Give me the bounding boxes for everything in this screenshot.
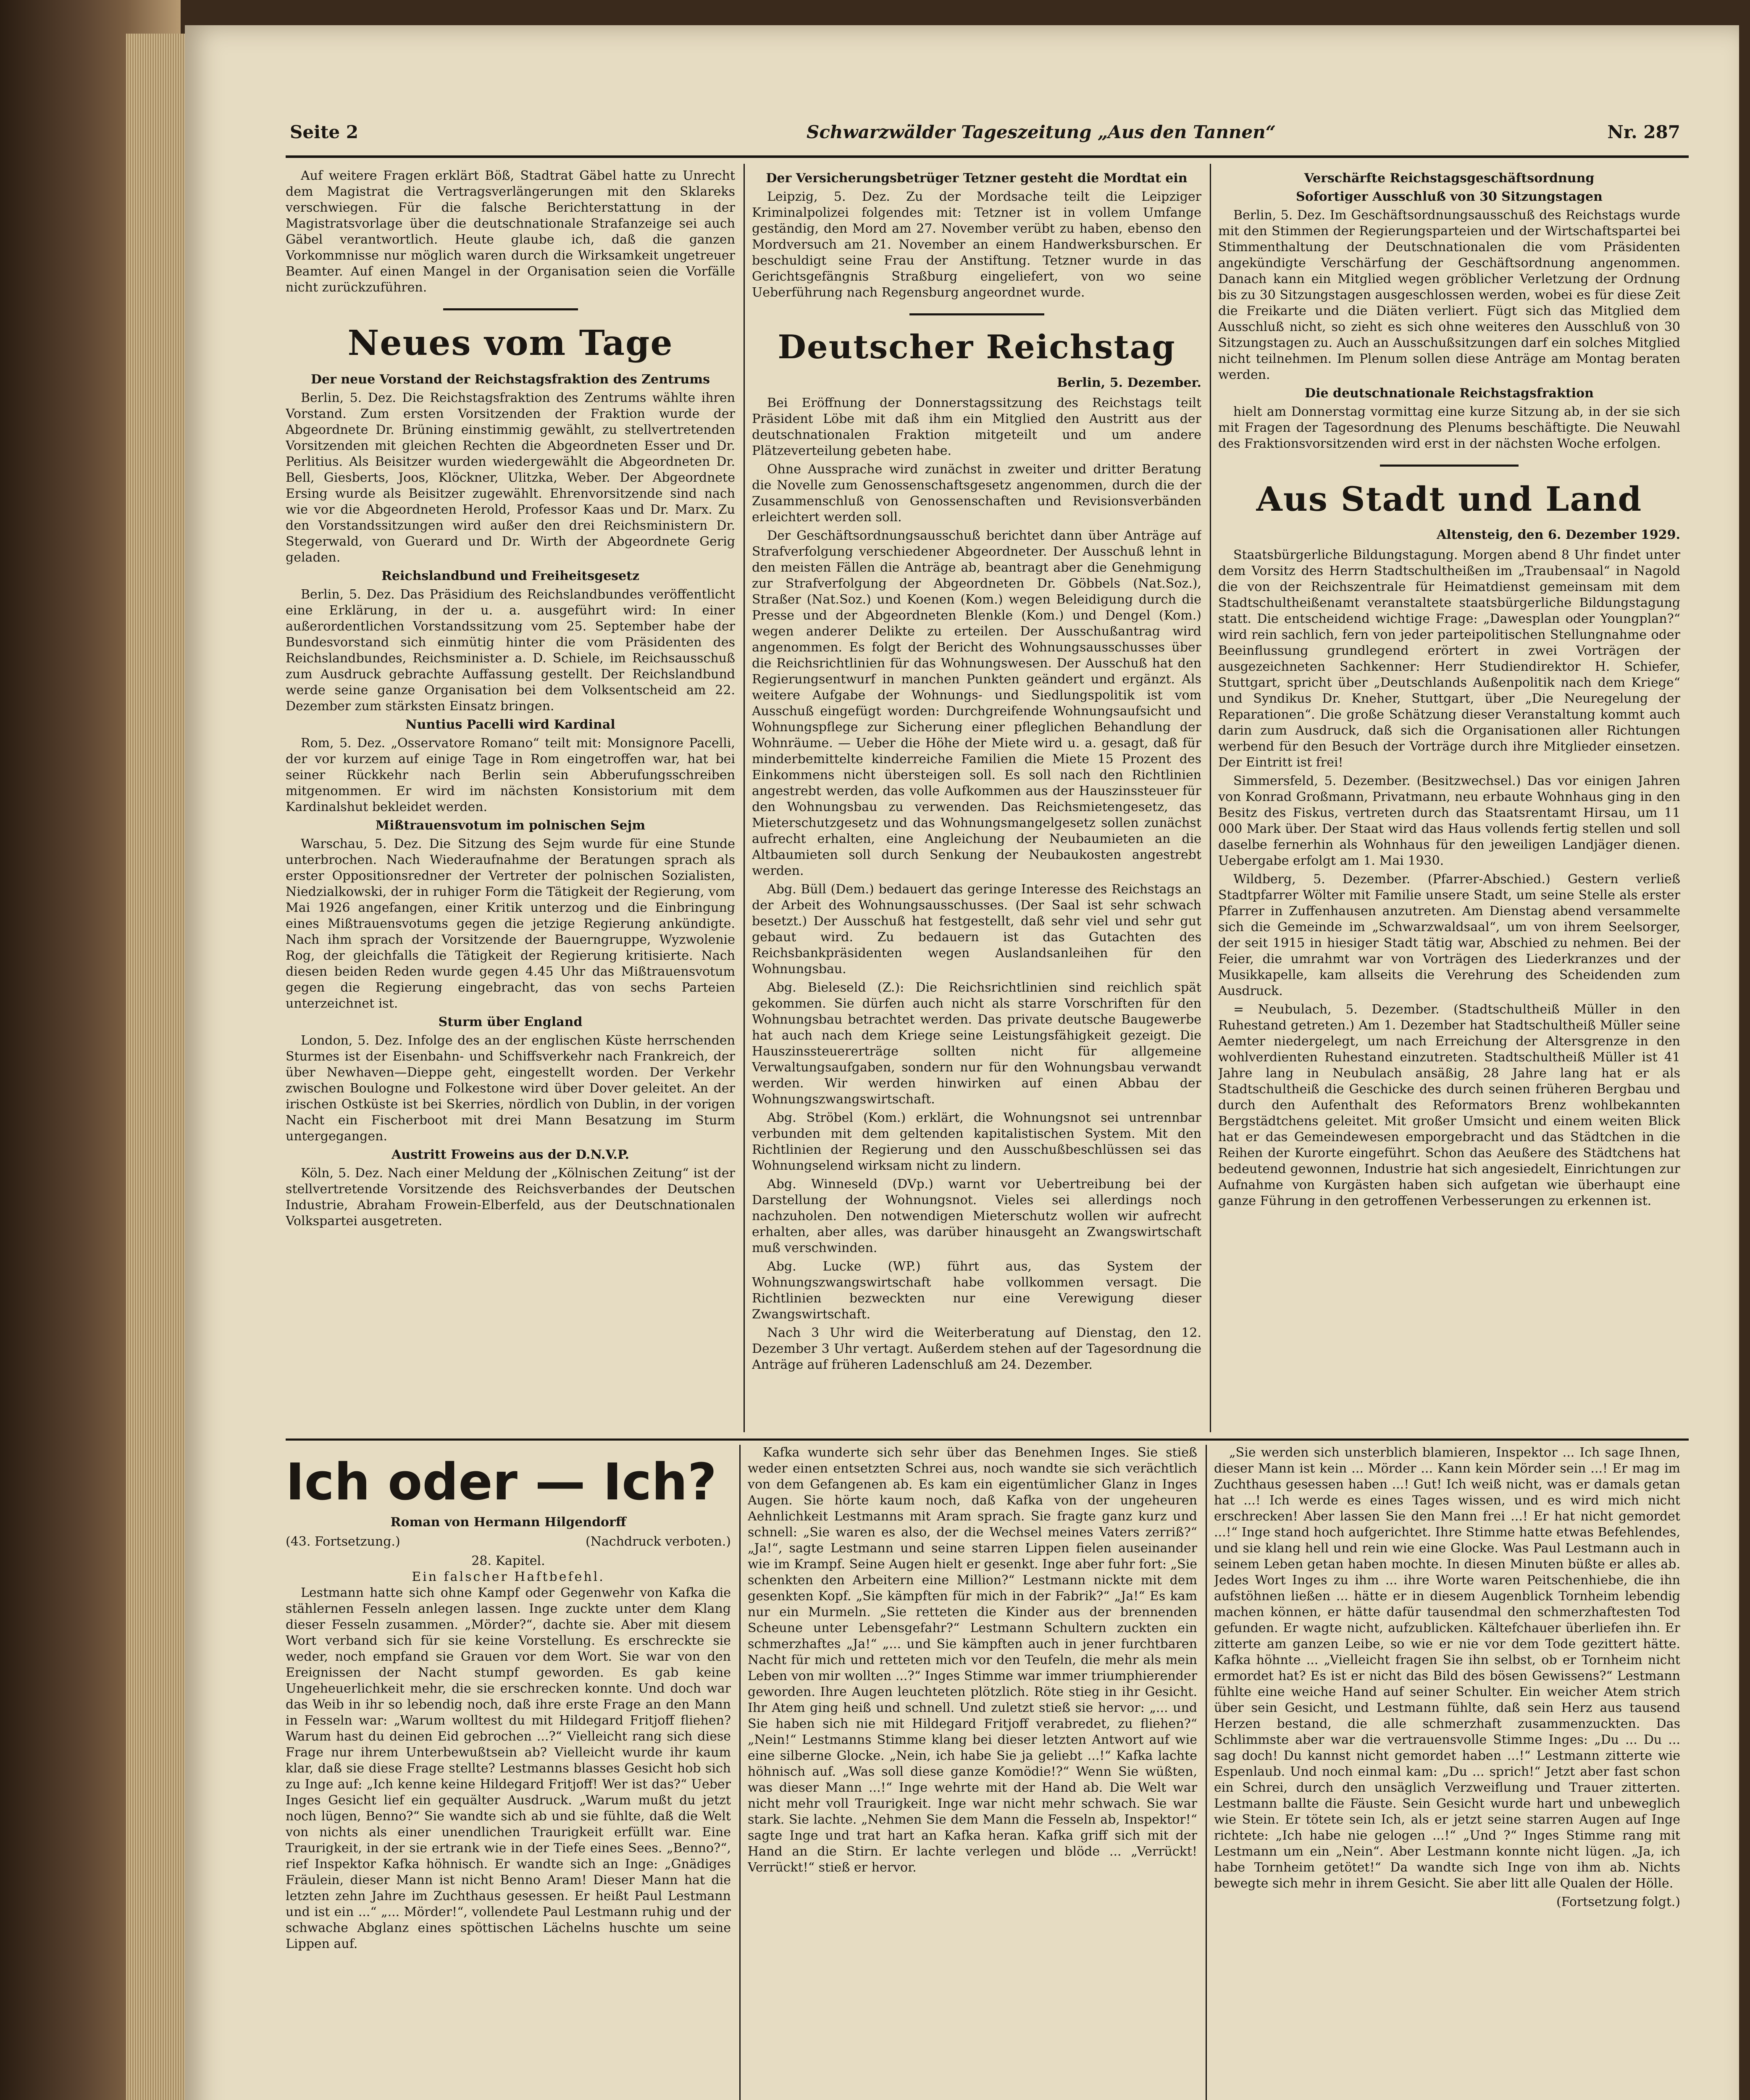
novel-text: Kafka wunderte sich sehr über das Benehmen Inges. Sie stieß weder einen entsetzten Schrei aus, noch wandte sie sich verächtlich von dem Gefangenen ab. Es kam ein eigentümlicher Glanz in Inges Augen. Sie hörte kaum noch, daß Kafka von der ungeheuren Aehnlichkeit Lestmanns mit Aram sprach. Sie fragte ganz kurz und schnell: „Sie waren es also, der die Wechsel meines Vaters zerriß?“ „Ja!“, sagte Lestmann und seine starren Lippen fielen auseinander wie im Krampf. Seine Augen hielt er gesenkt. Inge aber fuhr fort: „Sie schenkten den Arbeitern eine Million?“ Lestmann nickte mit dem gesenkten Kopf. „Sie kämpften für mich in der Fabrik?“ „Ja!“ Es kam nur ein Murmeln. „Sie retteten die Kinder aus der brennenden Scheune unter Lebensgefahr?“ Lestmann Schultern zuckten ein schmerzhaftes „Ja!“ „... und Sie kämpften auch in jener furchtbaren Nacht für mich und retteten mich vor den Teufeln, die mehr als mein Leben von mir wollten ...?“ Inges Stimme war immer triumphierender geworden. Ihre Augen leuchteten plötzlich. Röte stieg in ihr Gesicht. Ihr Atem ging heiß und schnell. Und zuletzt stieß sie hervor: „... und Sie haben sich nie mit Hildegard Fritjoff verabredet, zu fliehen?“ „Nein!“ Lestmanns Stimme klang bei dieser letzten Antwort auf wie eine silberne Glocke. „Nein, ich habe Sie ja geliebt ...!“ Kafka lachte höhnisch auf. „Was soll diese ganze Komödie!?“ Wenn Sie wüßten, was dieser Mann ...!“ Inge wehrte mit der Hand ab. Die Welt war nicht mehr voll Traurigkeit. Inge war nicht mehr schwach. Sie war stark. Sie lachte. „Nehmen Sie dem Mann die Fesseln ab, Inspektor!“ sagte Inge und trat hart an Kafka heran. Kafka griff sich mit der Hand an die Stirn. Er lachte verlegen und blöde ... „Verrückt! Verrückt!“ stieß er hervor. bbox=[748, 1445, 1197, 1875]
installment: (43. Fortsetzung.) bbox=[286, 1534, 400, 1549]
novel-column bbox=[286, 1445, 731, 2100]
header-rule bbox=[286, 155, 1689, 158]
separator bbox=[1380, 465, 1519, 467]
article-title: Reichslandbund und Freiheitsgesetz bbox=[381, 569, 640, 583]
article-text: Staatsbürgerliche Bildungstagung. Morgen abend 8 Uhr findet unter dem Vorsitz des Herrn Stadtschultheißen im „Traubensaal“ in Nagold die von der Reichszentrale für Heimatdienst gemeinsam mit dem Stadtschultheißenamt veranstaltete staatsbürgerliche Bildungstagung statt. Die entscheidend wichtige Frage: „Dawesplan oder Youngplan?“ wird rein sachlich, fern von jeder parteipolitischen Stellungnahme oder Beeinflussung grundlegend erörtert in zwei Vorträgen der ausgezeichneten Sachkenner: Herr Studiendirektor H. Schiefer, Stuttgart, spricht über „Deutschlands Außenpolitik nach dem Kriege“ und Syndikus Dr. Kneher, Stuttgart, über „Die Neuregelung der Reparationen“. Die große Schätzung dieser Veranstaltung kommt auch darin zum Ausdruck, daß sich die Organisationen aller Richtungen werbend für den Besuch der Vorträge durch ihre Mitglieder einsetzen. Der Eintritt ist frei! bbox=[1218, 548, 1680, 770]
novel-text: „Sie werden sich unsterblich blamieren, Inspektor ... Ich sage Ihnen, dieser Mann ist kein ... Mörder ... Kann kein Mörder sein ...! Er mag im Zuchthaus gesessen haben ...! Gut! Ich weiß nicht, was er damals getan hat ...! Ich werde es eines Tages wissen, und es wird mich nicht erschrecken! Aber lassen Sie den Mann frei ...! Er hat nicht gemordet ...!“ Inge stand hoch aufgerichtet. Ihre Stimme hatte etwas Befehlendes, und sie klang hell und rein wie eine Glocke. Was Paul Lestmann auch in seinem Leben getan haben mochte. In diesen Minuten büßte er alles ab. Jedes Wort Inges zu ihm ... ihre Worte waren Peitschenhiebe, die ihn aufstöhnen ließen ... hätte er in diesem Augenblick Tornheim lebendig machen können, er hätte dafür tausendmal den schmerzhaftesten Tod gefunden. Er wagte nicht, aufzublicken. Kältefchauer überliefen ihn. Er zitterte am ganzen Leibe, so wie er nie vor dem Tode gezittert hätte. Kafka höhnte ... „Vielleicht fragen Sie ihn selbst, ob er Tornheim nicht ermordet hat? Es ist er nicht das Bild des bösen Gewissens?“ Lestmann fühlte eine weiche Hand auf seiner Schulter. Ein weicher Atem strich über sein Gesicht, und Lestmann fühlte, daß sein Herz aus tausend Herzen bestand, die alle schmerzhaft zusammenzuckten. Das Schlimmste aber war die vertrauensvolle Stimme Inges: „Du ... Du ... sag doch! Du kannst nicht gemordet haben ...!“ Lestmann zitterte wie Espenlaub. Und noch einmal kam: „Du ... sprich!“ Jetzt aber fast schon ein Schrei, durch den unsäglich Verzweiflung und Trauer zitterten. Lestmann ballte die Fäuste. Sein Gesicht wurde hart und unbeweglich wie Stein. Er tötete sein Ich, als er jetzt seine starren Augen auf Inge richtete: „Ich habe nie gelogen ...!“ „Und ?“ Inges Stimme rang mit Lestmann um ein „Nein“. Aber Lestmann konnte nicht lügen. „Ja, ich habe Tornheim getötet!“ Da wandte sich Inge von ihm ab. Nichts bewegte sich mehr in ihrem Gesicht. Sie aber litt alle Qualen der Hölle. bbox=[1214, 1445, 1680, 1891]
column-divider bbox=[744, 164, 745, 1432]
novel-column bbox=[748, 1445, 1197, 2100]
article-text: Leipzig, 5. Dez. Zu der Mordsache teilt die Leipziger Kriminalpolizei folgendes mit: Tetzner ist in vollem Umfange geständig, den Mord am 27. November verübt zu haben, ebenso den Mordversuch am 21. November an einem Handwerksburschen. Er beschuldigt seine Frau der Anstiftung. Tetzner wurde in das Gerichtsgefängnis Straßburg eingeliefert, von wo seine Ueberführung nach Regensburg angeordnet wurde. bbox=[752, 189, 1201, 300]
issue-number: Nr. 287 bbox=[1607, 122, 1680, 142]
dateline: Altensteig, den 6. Dezember 1929. bbox=[1437, 528, 1680, 542]
column-divider bbox=[739, 1445, 741, 2100]
novel-author: Roman von Hermann Hilgendorff bbox=[390, 1515, 626, 1530]
article-text: Abg. Ströbel (Kom.) erklärt, die Wohnungsnot sei untrennbar verbunden mit dem geltenden kapitalistischen System. Mit den Richtlinien der Regierung und den Ausschußbeschlüssen sei das Wohnungselend wirksam nicht zu lindern. bbox=[752, 1110, 1201, 1173]
novel-title: Ich oder — Ich? bbox=[286, 1453, 717, 1512]
article-text: Abg. Lucke (WP.) führt aus, das System der Wohnungszwangswirtschaft habe vollkommen versagt. Die Richtlinien bezweckten nur eine Verewigung dieser Zwangswirtschaft. bbox=[752, 1259, 1201, 1322]
newspaper-page bbox=[185, 25, 1739, 2100]
section-heading: Neues vom Tage bbox=[347, 323, 673, 363]
continued-note: (Fortsetzung folgt.) bbox=[1556, 1895, 1680, 1909]
article-text: Abg. Winneseld (DVp.) warnt vor Uebertreibung bei der Darstellung der Wohnungsnot. Vieles sei allerdings noch nachzuholen. Den notwendigen Mieterschutz wollen wir aufrecht erhalten, aber alles, was darüber hinausgeht an Zwangswirtschaft muß verschwinden. bbox=[752, 1177, 1201, 1255]
article-lead: Auf weitere Fragen erklärt Böß, Stadtrat Gäbel hatte zu Unrecht dem Magistrat die Vertragsverlängerungen mit den Sklareks verschwiegen. Für die falsche Berichterstattung in der Magistratsvorlage über die deutschnationale Strafanzeige sei auch Gäbel verantwortlich. Heute glaube ich, daß die ganzen Vorkommnisse nur möglich waren durch die Wirksamkeit ungetreuer Beamter. Auf einen Mangel in der Organisation seien die Vorfälle nicht zurückzuführen. bbox=[286, 168, 735, 295]
column-news bbox=[286, 168, 735, 1432]
section-heading: Aus Stadt und Land bbox=[1256, 479, 1642, 519]
article-subtitle: Sofortiger Ausschluß von 30 Sitzungstagen bbox=[1296, 189, 1603, 204]
page-number: Seite 2 bbox=[290, 122, 358, 142]
section-heading: Deutscher Reichstag bbox=[778, 328, 1176, 366]
feuilleton-rule bbox=[286, 1438, 1689, 1441]
article-text: Simmersfeld, 5. Dezember. (Besitzwechsel.) Das vor einigen Jahren von Konrad Großmann, Privatmann, neu erbaute Wohnhaus ging in den Besitz des Fiskus, vertreten durch das Staatsrentamt Hirsau, um 11 000 Mark über. Der Staat wird das Haus vollends fertig stellen und soll daselbe fernerhin als Wohnhaus für den jeweiligen Landjäger dienen. Uebergabe erfolgt am 1. Mai 1930. bbox=[1218, 774, 1680, 868]
article-title: Der neue Vorstand der Reichstagsfraktion des Zentrums bbox=[311, 372, 710, 387]
article-text: = Neubulach, 5. Dezember. (Stadtschultheiß Müller in den Ruhestand getreten.) Am 1. Dezember hat Stadtschultheiß Müller seine Aemter niedergelegt, um nach Erreichung der Altersgrenze in den wohlverdienten Ruhestand einzutreten. Stadtschultheiß Müller ist 41 Jahre lang in Neubulach ansäßig, 28 Jahre lang hat er als Stadtschultheiß die Geschicke des durch seinen früheren Bergbau und durch den Aufenthalt des Reformators Brenz wohlbekannten Bergstädtchens geleitet. Mit großer Umsicht und einem weiten Blick hat er das Gemeindewesen emporgebracht und das Städtchen in die Reihen der Kurorte eingeführt. Schon das Aeußere des Städtchens hat bedeutend gewonnen, Industrie hat sich angesiedelt, Einrichtungen zur Aufnahme von Kurgästen haben sich aufgetan wie überhaupt eine ganze Führung in den getroffenen Verbesserungen zu erkennen ist. bbox=[1218, 1002, 1680, 1208]
article-text: Bei Eröffnung der Donnerstagssitzung des Reichstags teilt Präsident Löbe mit daß ihm ein Mitglied den Austritt aus der deutschnationalen Fraktion mitgeteilt und um andere Plätzeverteilung gebeten habe. bbox=[752, 396, 1201, 458]
article-text: Rom, 5. Dez. „Osservatore Romano“ teilt mit: Monsignore Pacelli, der vor kurzem auf einige Tage in Rom eingetroffen war, hat bei seiner Rückkehr nach Berlin sein Abberufungsschreiben mitgenommen. Er wird im nächsten Konsistorium mit dem Kardinalshut bekleidet werden. bbox=[286, 736, 735, 814]
page-edges bbox=[126, 34, 189, 2100]
article-title: Die deutschnationale Reichstagsfraktion bbox=[1305, 386, 1594, 401]
article-title: Mißtrauensvotum im polnischen Sejm bbox=[375, 818, 646, 833]
article-text: Berlin, 5. Dez. Die Reichstagsfraktion des Zentrums wählte ihren Vorstand. Zum ersten Vorsitzenden der Fraktion wurde der Abgeordnete Dr. Brüning einstimmig gewählt, zu stellvertretenden Vorsitzenden mit gleichen Rechten die Abgeordneten Esser und Dr. Perlitius. Als Beisitzer wurden wiedergewählt die Abgeordneten Dr. Bell, Giesberts, Joos, Klöckner, Ulitzka, Weber. Der Abgeordnete Ersing wurde als Beisitzer zugewählt. Ehrenvorsitzende sind nach wie vor die Abgeordneten Herold, Professor Kaas und Dr. Marx. Zu den Vorstandssitzungen wird außer den drei Reichsministern Dr. Stegerwald, von Guerard und Dr. Wirth der Abgeordnete Gerig geladen. bbox=[286, 391, 735, 565]
column-reichstag bbox=[752, 168, 1201, 1432]
copyright-notice: (Nachdruck verboten.) bbox=[585, 1534, 731, 1549]
article-text: London, 5. Dez. Infolge des an der englischen Küste herrschenden Sturmes ist der Eisenbahn- und Schiffsverkehr nach Frankreich, der über Newhaven—Dieppe geht, eingestellt worden. Der Verkehr zwischen Boulogne und Folkestone wird über Dover geleitet. An der irischen Ostküste ist bei Skerries, nördlich von Dublin, in der vorigen Nacht ein Fischerboot mit drei Mann Besatzung im Sturm untergegangen. bbox=[286, 1033, 735, 1144]
column-local bbox=[1218, 168, 1680, 1432]
article-text: Wildberg, 5. Dezember. (Pfarrer-Abschied.) Gestern verließ Stadtpfarrer Wölter mit Familie unsere Stadt, um seine Stelle als erster Pfarrer in Zuffenhausen anzutreten. Am Dienstag abend versammelte sich die Gemeinde im „Schwarzwaldsaal“, um von ihrem Seelsorger, der seit 1915 in hiesiger Stadt tätig war, Abschied zu nehmen. Bei der Feier, die umrahmt war von Vorträgen des Liederkranzes und der Musikkapelle, kam allseits die Verehrung des Scheidenden zum Ausdruck. bbox=[1218, 872, 1680, 998]
chapter-number: 28. Kapitel. bbox=[471, 1554, 545, 1568]
novel-column bbox=[1214, 1445, 1680, 2100]
article-text: Ohne Aussprache wird zunächst in zweiter und dritter Beratung die Novelle zum Genossenschaftsgesetz angenommen, durch die der Zusammenschluß von Genossenschaften und Revisionsverbänden erleichtert werden soll. bbox=[752, 462, 1201, 525]
article-text: Köln, 5. Dez. Nach einer Meldung der „Kölnischen Zeitung“ ist der stellvertretende Vorsitzende des Reichsverbandes der Deutschen Industrie, Abraham Frowein-Elberfeld, aus der Deutschnationalen Volkspartei ausgetreten. bbox=[286, 1166, 735, 1228]
article-text: Nach 3 Uhr wird die Weiterberatung auf Dienstag, den 12. Dezember 3 Uhr vertagt. Außerdem stehen auf der Tagesordnung die Anträge auf früheren Ladenschluß am 24. Dezember. bbox=[752, 1326, 1201, 1372]
article-title: Der Versicherungsbetrüger Tetzner gesteht die Mordtat ein bbox=[766, 171, 1188, 186]
novel-text: Lestmann hatte sich ohne Kampf oder Gegenwehr von Kafka die stählernen Fesseln anlegen lassen. Inge zuckte unter dem Klang dieser Fesseln zusammen. „Mörder?“, dachte sie. Aber mit diesem Wort verband sich für sie keine Vorstellung. Es erschreckte sie weder, noch empfand sie Grauen vor dem Wort. Sie war von den Ereignissen der Nacht stumpf geworden. Es gab keine Ungeheuerlichkeit mehr, die sie erschrecken konnte. Und doch war das Weib in ihr so lebendig noch, daß ihre erste Frage an den Mann in Fesseln war: „Warum wolltest du mit Hildegard Fritjoff fliehen? Warum hast du deinen Eid gebrochen ...?“ Vielleicht rang sich diese Frage nur ihrem Unterbewußtsein ab? Vielleicht wurde ihr kaum klar, daß sie diese Frage stellte? Lestmanns blasses Gesicht hob sich zu Inge auf: „Ich kenne keine Hildegard Fritjoff! Wer ist das?“ Ueber Inges Gesicht lief ein gequälter Ausdruck. „Warum mußt du jetzt noch lügen, Benno?“ Sie wandte sich ab und sie fühlte, daß die Welt von nichts als einer unendlichen Traurigkeit erfüllt war. Eine Traurigkeit, in der sie ertrank wie in der Tiefe eines Sees. „Benno?“, rief Inspektor Kafka höhnisch. Er wandte sich an Inge: „Gnädiges Fräulein, dieser Mann ist nicht Benno Aram! Dieser Mann hat die letzten zehn Jahre im Zuchthaus gesessen. Er heißt Paul Lestmann und ist ein ...“ „... Mörder!“, vollendete Paul Lestmann ruhig und der schwache Abglanz eines spöttischen Lächelns huschte um seine Lippen auf. bbox=[286, 1586, 731, 1951]
chapter-title: Ein falscher Haftbefehl. bbox=[412, 1570, 605, 1584]
column-divider bbox=[1210, 164, 1211, 1432]
article-text: Der Geschäftsordnungsausschuß berichtet dann über Anträge auf Strafverfolgung verschiedener Abgeordneter. Der Ausschuß lehnt in den meisten Fällen die Anträge ab, beantragt aber die Genehmigung zur Strafverfolgung der Abgeordneten Dr. Göbbels (Nat.Soz.), Straßer (Nat.Soz.) und Koenen (Kom.) wegen Beleidigung durch die Presse und der Abgeordneten Blenkle (Kom.) und Dengel (Kom.) wegen anderer Delikte zu erteilen. Der Ausschußantrag wird angenommen. Es folgt der Bericht des Wohnungsausschusses über die Reichsrichtlinien für das Wohnungswesen. Der Ausschuß hat den Regierungsentwurf in manchen Punkten geändert und ergänzt. Als weitere Aufgabe der Wohnungs- und Siedlungspolitik ist vom Ausschuß eingefügt worden: Durchgreifende Wohnungsaufsicht und Wohnungspflege zur Sicherung einer pfleglichen Behandlung der Wohnräume. — Ueber die Höhe der Miete wird u. a. gesagt, daß für minderbemittelte kinderreiche Familien die Miete 15 Prozent des Einkommens nicht übersteigen soll. Es soll nach den Richtlinien angestrebt werden, das volle Aufkommen aus der Hauszinssteuer für den Wohnungsbau zu verwenden. Das Reichsmietengesetz, das Mieterschutzgesetz und das Wohnungsmangelgesetz sollen zunächst aufrecht erhalten, eine Angleichung der Neubaumieten an die Altbaumieten soll durch Senkung der Neubaukosten angestrebt werden. bbox=[752, 528, 1201, 878]
article-title: Austritt Froweins aus der D.N.V.P. bbox=[392, 1147, 629, 1162]
article-text: hielt am Donnerstag vormittag eine kurze Sitzung ab, in der sie sich mit Fragen der Tagesordnung des Plenums beschäftigte. Die Neuwahl des Fraktionsvorsitzenden wird erst in der nächsten Woche erfolgen. bbox=[1218, 404, 1680, 451]
dateline: Berlin, 5. Dezember. bbox=[1056, 375, 1201, 390]
article-text: Abg. Büll (Dem.) bedauert das geringe Interesse des Reichstags an der Arbeit des Wohnungsausschusses. (Der Saal ist sehr schwach besetzt.) Der Ausschuß hat festgestellt, daß sehr viel und sehr gut gebaut wird. Zu bedauern ist das Gutachten des Reichsbankpräsidenten wegen Auslandsanleihen für den Wohnungsbau. bbox=[752, 882, 1201, 976]
page-header bbox=[185, 122, 1739, 151]
article-text: Abg. Bieleseld (Z.): Die Reichsrichtlinien sind reichlich spät gekommen. Sie dürfen auch nicht als starre Vorschriften für den Wohnungsbau betrachtet werden. Das private deutsche Baugewerbe hat auch nach dem Kriege seine Leistungsfähigkeit gezeigt. Die Hauszinssteuererträge sollten nicht für allgemeine Verwaltungsaufgaben, sondern nur für den Wohnungsbau verwandt werden. Wir werden hinwirken auf einen Abbau der Wohnungszwangswirtschaft. bbox=[752, 980, 1201, 1107]
article-text: Berlin, 5. Dez. Im Geschäftsordnungsausschuß des Reichstags wurde mit den Stimmen der Regierungsparteien und der Wirtschaftspartei bei Stimmenthaltung der Deutschnationalen die vom Präsidenten angekündigte Verschärfung der Geschäftsordnung angenommen. Danach kann ein Mitglied wegen gröblicher Verletzung der Ordnung bis zu 30 Sitzungstagen ausgeschlossen werden, wobei es für diese Zeit die Freikarte und die Diäten verliert. Fügt sich das Mitglied dem Ausschluß nicht, so zieht es sich ohne weiteres den Ausschluß von 30 Sitzungstagen zu. Auch an Ausschußsitzungen darf ein solches Mitglied nicht teilnehmen. Im Plenum sollen diese Anträge am Montag beraten werden. bbox=[1218, 208, 1680, 382]
novel-meta bbox=[286, 1534, 731, 1550]
separator bbox=[909, 313, 1044, 315]
newspaper-title: Schwarzwälder Tageszeitung „Aus den Tannen“ bbox=[807, 122, 1276, 142]
column-divider bbox=[1206, 1445, 1207, 2100]
article-title: Sturm über England bbox=[438, 1015, 583, 1029]
article-title: Nuntius Pacelli wird Kardinal bbox=[405, 717, 615, 732]
article-text: Warschau, 5. Dez. Die Sitzung des Sejm wurde für eine Stunde unterbrochen. Nach Wiederaufnahme der Beratungen sprach als erster Oppositionsredner der Vertreter der polnischen Sozialisten, Niedzialkowski, der in ruhiger Form die Tätigkeit der Regierung, vom Mai 1926 angefangen, einer Kritik unterzog und die Einbringung eines Mißtrauensvotums gegen die jetzige Regierung ankündigte. Nach ihm sprach der Vorsitzende der Bauerngruppe, Wyzwolenie Rog, der gleichfalls die Tätigkeit der Regierung kritisierte. Nach diesen beiden Reden wurde gegen 4.45 Uhr das Mißtrauensvotum gegen die Regierung eingebracht, das von sechs Parteien unterzeichnet ist. bbox=[286, 837, 735, 1011]
article-title: Verschärfte Reichstagsgeschäftsordnung bbox=[1304, 171, 1595, 186]
article-text: Berlin, 5. Dez. Das Präsidium des Reichslandbundes veröffentlicht eine Erklärung, in der u. a. ausgeführt wird: In einer außerordentlichen Vorstandssitzung vom 25. September habe der Bundesvorstand sich einmütig hinter die vom Präsidenten des Reichslandbundes, Reichsminister a. D. Schiele, im Reichsausschuß zum Ausdruck gebrachte Auffassung gestellt. Der Reichslandbund werde seine ganze Organisation bei dem Volksentscheid am 22. Dezember zum stärksten Einsatz bringen. bbox=[286, 587, 735, 714]
separator bbox=[443, 308, 578, 310]
